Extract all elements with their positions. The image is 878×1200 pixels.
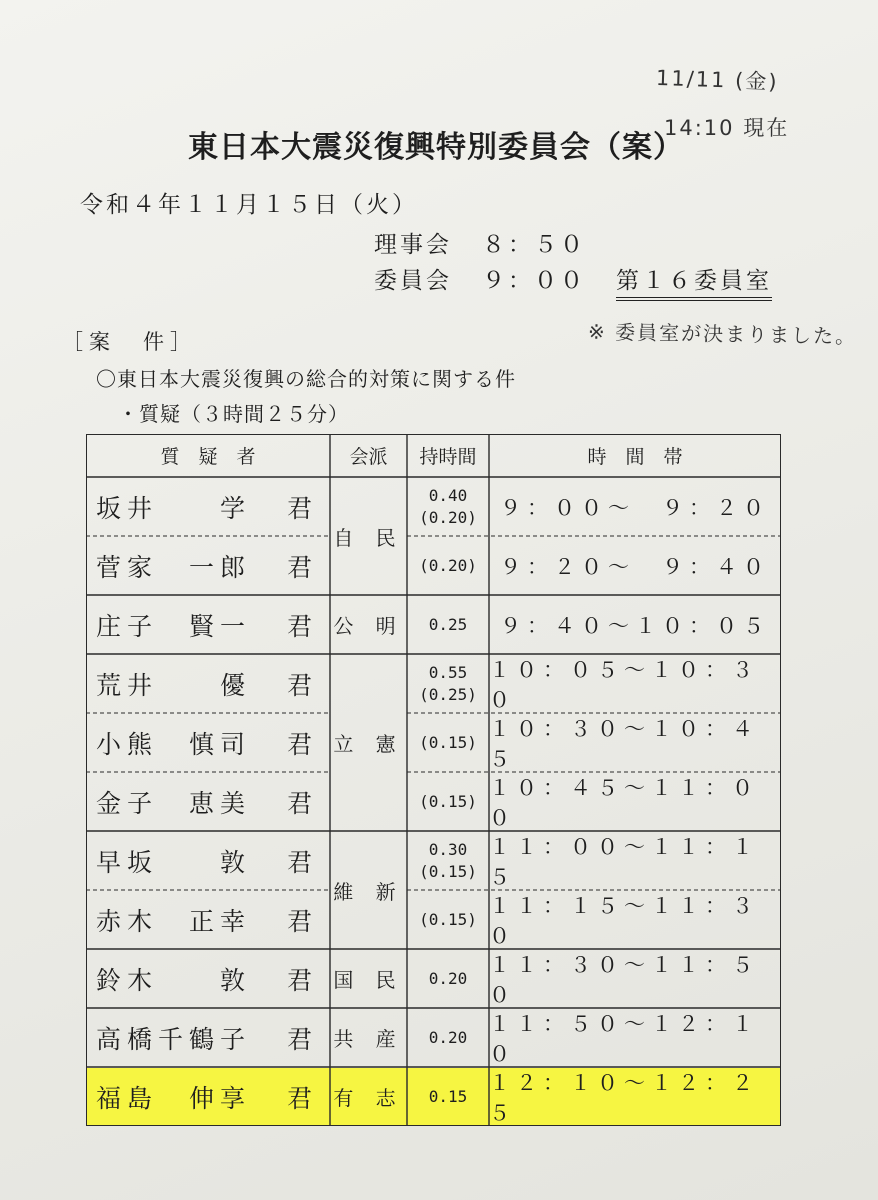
questioner-name: 菅家 一郎 君 [96,552,312,582]
faction-cell: 立 憲 [333,732,404,756]
time-slot-cell: ９：００～ ９：２０ [500,495,770,520]
time-slot-cell: １０：３０～１０：４５ [489,716,759,771]
handwritten-date: 11/11 (金) [655,65,779,95]
allotted-time-cell [407,477,489,536]
time-slot-cell: １０：０５～１０：３０ [489,657,759,712]
group-total-time: 0.55 [428,662,468,682]
allotted-time-cell [407,536,489,595]
faction-cell: 自 民 [333,525,404,550]
agenda-heading: ［案 件］ [62,330,197,354]
faction-cell: 維 新 [333,879,404,904]
member-allotted-time: (0.15) [419,909,477,929]
board-meeting-label: 理事会 [374,232,452,258]
questioner-name: 小熊 慎司 君 [96,729,312,759]
allotted-time-cell [407,595,489,654]
time-slot-cell: １１：００～１１：１５ [489,834,759,889]
member-allotted-time: (0.15) [419,732,477,752]
group-total-time: 0.40 [428,485,468,505]
handwritten-as-of-time: 14:10 現在 [664,116,790,140]
header-cell: 時 間 帯 [587,446,683,468]
agenda-item: 〇東日本大震災復興の総合的対策に関する件 [96,367,516,391]
questioner-name: 庄子 賢一 君 [96,611,312,641]
questioner-name: 赤木 正幸 君 [96,906,312,936]
member-allotted-time: 0.25 [428,614,468,634]
questioner-name: 高橋千鶴子 君 [96,1024,312,1054]
board-meeting-line [374,226,586,259]
questioner-name: 鈴木 敦 君 [96,965,312,995]
faction-cell: 有 志 [333,1086,404,1110]
committee-meeting-line [374,262,586,295]
committee-room: 第１６委員室 [616,262,772,301]
committee-meeting-label: 委員会 [374,268,452,294]
faction-cell: 公 明 [333,614,404,638]
header-cell: 質 疑 者 [160,446,256,468]
member-allotted-time: 0.20 [428,968,468,988]
header-cell: 会派 [349,446,388,468]
allotted-time-cell [407,713,489,772]
board-meeting-time: ８：５０ [482,232,586,258]
member-allotted-time: 0.15 [428,1086,468,1106]
member-allotted-time: (0.20) [419,555,477,575]
meeting-date: 令和４年１１月１５日（火） [80,192,418,218]
handwritten-room-note: ※ 委員室が決まりました。 [587,319,858,349]
allotted-time-cell [407,831,489,890]
member-allotted-time: (0.15) [419,791,477,811]
allotted-time-cell [407,949,489,1008]
faction-cell: 国 民 [333,968,404,992]
questioner-name: 福島 伸享 君 [96,1083,312,1113]
committee-meeting-time: ９：００ [482,268,586,294]
header-cell: 持時間 [419,446,477,468]
time-slot-cell: １２：１０～１２：２５ [489,1070,759,1125]
time-slot-cell: １１：５０～１２：１０ [489,1011,759,1066]
member-allotted-time: (0.20) [419,507,477,527]
document-title: 東日本大震災復興特別委員会（案） [188,130,684,165]
time-slot-cell: １０：４５～１１：００ [489,775,759,830]
questioner-name: 早坂 敦 君 [96,847,312,877]
time-slot-cell: ９：２０～ ９：４０ [500,554,770,579]
allotted-time-cell [407,1067,489,1126]
questioner-schedule-table [86,434,781,1126]
time-slot-cell: １１：３０～１１：５０ [489,952,759,1007]
member-allotted-time: (0.25) [419,684,477,704]
time-slot-cell: ９：４０～１０：０５ [500,613,770,638]
member-allotted-time: 0.20 [428,1027,468,1047]
allotted-time-cell [407,772,489,831]
faction-cell: 共 産 [333,1027,404,1051]
group-total-time: 0.30 [428,839,468,859]
questioner-name: 荒井 優 君 [96,670,312,700]
agenda-subitem: ・質疑（３時間２５分） [118,402,349,426]
questioner-name: 金子 恵美 君 [96,788,312,818]
allotted-time-cell [407,890,489,949]
member-allotted-time: (0.15) [419,861,477,881]
time-slot-cell: １１：１５～１１：３０ [489,893,759,948]
allotted-time-cell [407,654,489,713]
questioner-name: 坂井 学 君 [96,493,312,523]
allotted-time-cell [407,1008,489,1067]
